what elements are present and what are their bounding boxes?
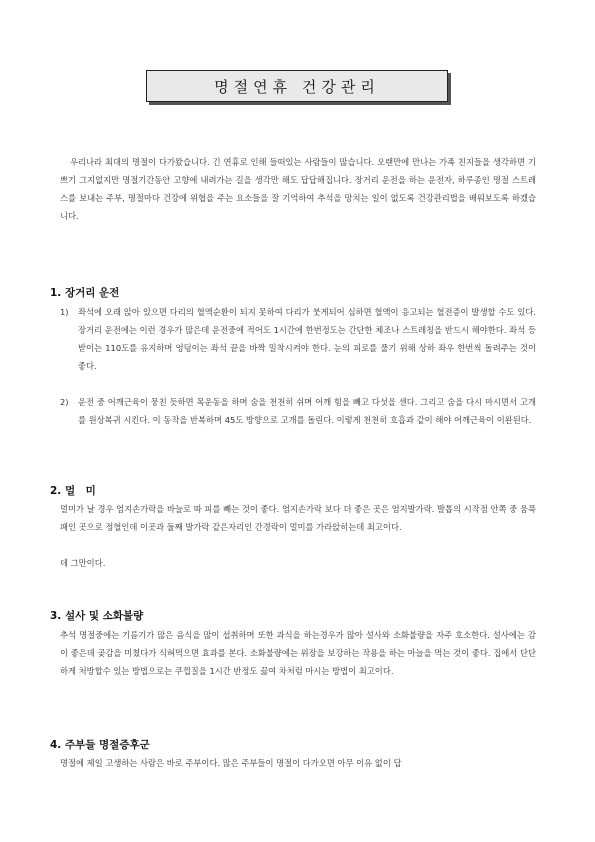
list-item-number: 1): [60, 307, 69, 317]
section-paragraph: 명절에 제일 고생하는 사람은 바로 주부이다. 많은 주부들이 명절이 다가오면 아무 이유 없이 답: [60, 758, 402, 768]
section-paragraph: 추석 명절중에는 기름기가 많은 음식을 많이 섭취하며 또한 과식을 하는경우가 많아 설사와 소화불량을 자주 호소한다. 설사에는 감이 좋은데 곶감을 미쳤다가 식혀먹으면 효과를 본다. 소화불량에는 위장을 보강하는 작용을 하는 마늘을 먹는 것이 좋다. 집에서 단단하게 처방할수 있는 방법으로는 쿠껍질을 1시간 반정도 끓여 차처럼 마시는 방법이 최고이다.: [60, 630, 536, 676]
list-item-number: 2): [60, 397, 69, 407]
title-box: [146, 70, 448, 102]
intro-paragraph: 우리나라 최대의 명절이 다가왔습니다. 긴 연휴로 인해 들떠있는 사람들이 많습니다. 오랜만에 만나는 가족 친지들을 생각하면 기쁘기 그지없지만 명절기간동안 고향에 내려가는 길을 생각만 해도 답답해집니다. 장거리 운전을 하는 운전자, 하루종인 명절 스트레스를 보내는 주부, 명절마다 건강에 위협을 주는 요소들을 잘 기억하여 추석을 망치는 일이 없도록 건강관리법을 배워보도록 하겠습니다.: [60, 157, 536, 221]
section-heading-long-drive: 1. 장거리 운전: [50, 287, 120, 299]
page-title: 명절연휴 건강관리: [214, 77, 380, 96]
section-paragraph: 멀미가 날 경우 엄지손가락을 바늘로 따 피를 빼는 것이 좋다. 엄지손가락 보다 더 좋은 곳은 엄지발가락. 발톱의 시작점 안쪽 중 움푹 패인 곳으로 정혈인데 이곳과 둘째 발가락 같은자리인 간경락이 멀미를 가라앉히는데 최고이다.: [60, 504, 536, 532]
section-paragraph-continued: 데 그만이다.: [60, 558, 106, 568]
section-heading-indigestion: 3. 설사 및 소화불량: [50, 610, 144, 622]
list-item-text: 좌석에 오래 앉아 있으면 다리의 혈액순환이 되지 못하여 다리가 붓게되어 심하면 혈액이 응고되는 혈전증이 발생할 수도 있다. 장거리 운전에는 이런 경우가 많은데 운전중에 적어도 1시간에 한번정도는 간단한 체조나 스트레칭을 반드시 해야한다. 좌석 등받이는 110도를 유지하며 엉덩이는 좌석 끝을 바짝 밀착시켜야 한다. 눈의 피로를 풀기 위해 상하 좌우 한번씩 돌려주는 것이 좋다.: [78, 307, 536, 371]
list-item: [60, 303, 536, 375]
section-heading-holiday-syndrome: 4. 주부들 명절증후군: [50, 739, 150, 751]
section-heading-motion-sickness: 2. 멀 미: [50, 485, 96, 497]
list-item-text: 운전 중 어깨근육이 뭉친 듯하면 목운동을 하며 숨을 천천히 쉬며 어깨 힘을 빼고 다섯을 센다. 그리고 숨을 다시 마시면서 고개를 원상복귀 시킨다. 이 동작을 반복하며 45도 방향으로 고개를 돌린다. 이렇게 천천히 호흡과 같이 해야 어깨근육이 이완된다.: [78, 397, 536, 425]
list-item: [60, 393, 536, 429]
